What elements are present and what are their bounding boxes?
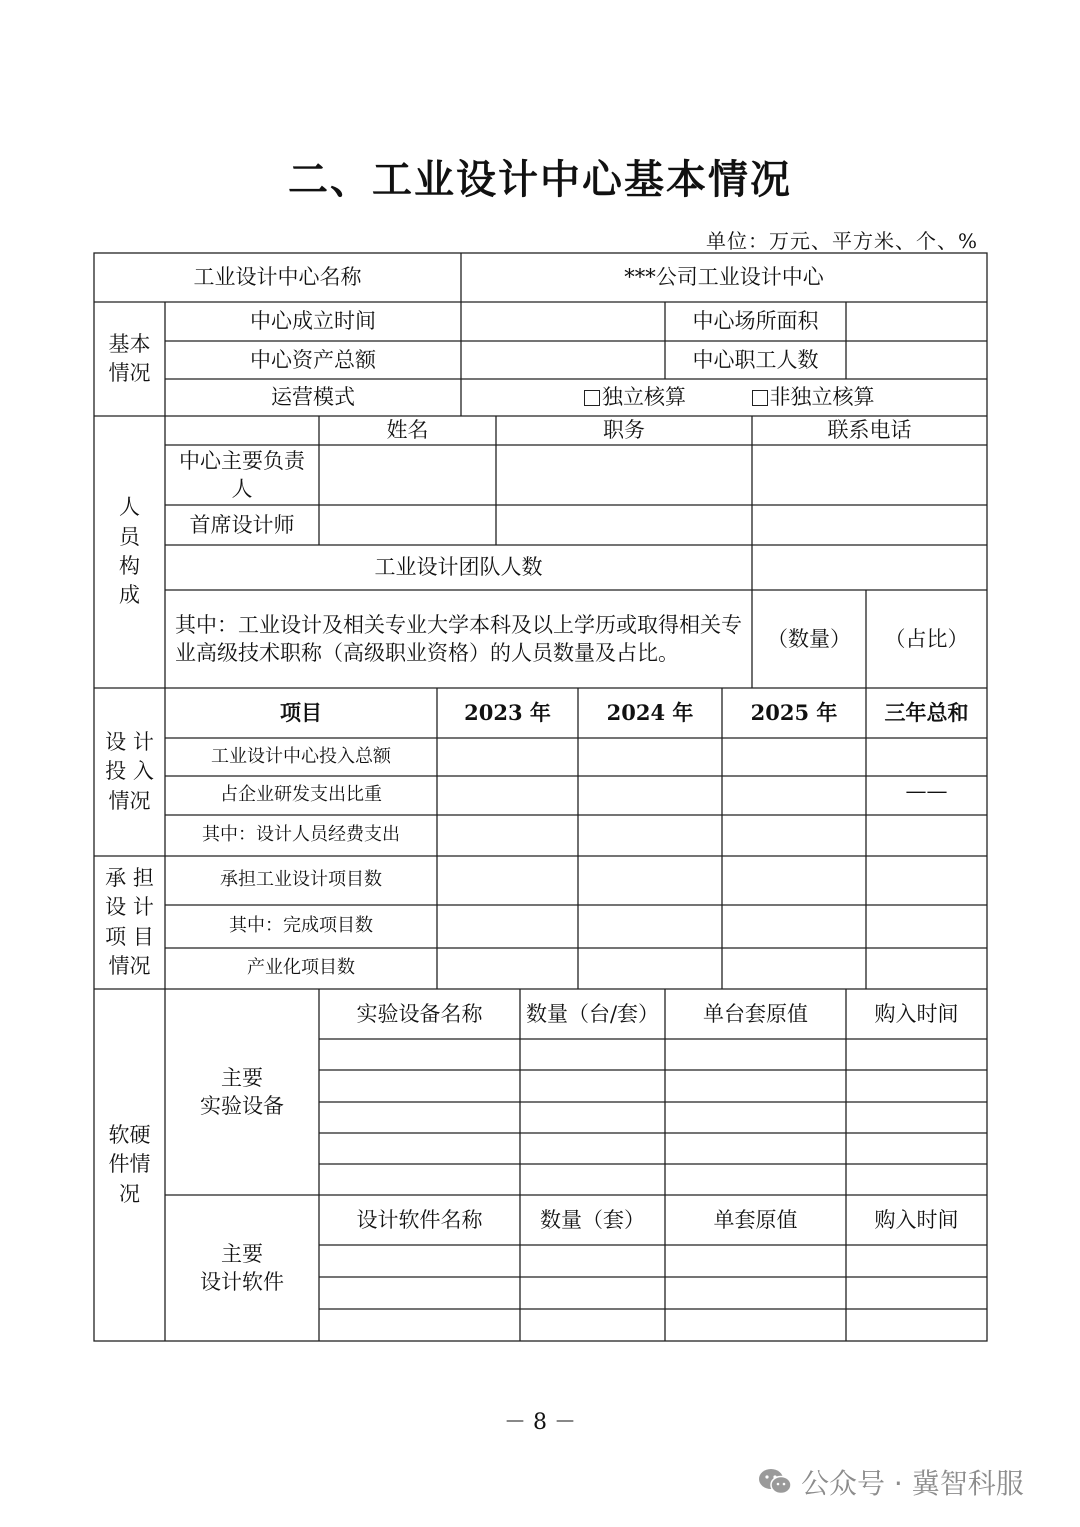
qualification-label: 其中：工业设计及相关专业大学本科及以上学历或取得相关专业高级技术职称（高级职业资格）的人员数量及占比。 — [175, 612, 742, 665]
assets-label: 中心资产总额 — [250, 347, 376, 372]
lab-equipment-label: 主要 实验设备 — [200, 1065, 284, 1118]
watermark-text: 公众号 · 冀智科服 — [801, 1467, 1024, 1500]
head-label: 中心主要负责 人 — [179, 448, 305, 501]
wechat-icon — [757, 1467, 793, 1497]
checkbox-icon — [584, 390, 600, 406]
independent-option-label: 独立核算 — [602, 385, 686, 410]
mode-label: 运营模式 — [271, 385, 355, 410]
non-independent-option[interactable] — [738, 379, 888, 416]
industrialized-projects-label: 产业化项目数 — [247, 957, 355, 979]
name-header: 姓名 — [386, 418, 429, 443]
center-name-value: ***公司工业设计中心 — [624, 265, 824, 290]
software-time-header: 购入时间 — [874, 1207, 959, 1232]
qualification-ratio: （占比） — [884, 626, 969, 651]
team-size-label: 工业设计团队人数 — [374, 555, 543, 580]
year-2024-header: 2024 年 — [606, 699, 694, 725]
software-qty-header: 数量（套） — [540, 1207, 645, 1232]
qualification-qty: （数量） — [767, 626, 851, 651]
page-number: － 8 － — [504, 1410, 576, 1435]
lab-name-header: 实验设备名称 — [356, 1001, 483, 1026]
equipment-section-label: 软硬 件情 况 — [108, 1122, 151, 1206]
three-year-total-header: 三年总和 — [884, 699, 969, 725]
independent-option[interactable] — [570, 379, 700, 416]
investment-total-label: 工业设计中心投入总额 — [211, 745, 391, 767]
software-name-header: 设计软件名称 — [356, 1207, 483, 1232]
page-title: 二、工业设计中心基本情况 — [288, 157, 792, 203]
center-name-label: 工业设计中心名称 — [193, 265, 362, 290]
rd-ratio-label: 占企业研发支出比重 — [220, 784, 382, 806]
unit-note: 单位：万元、平方米、个、% — [705, 229, 978, 253]
lab-qty-header: 数量（台/套） — [525, 1001, 660, 1026]
personnel-section-label: 人 员 构 成 — [119, 495, 140, 608]
software-label: 主要 设计软件 — [200, 1241, 284, 1294]
area-label: 中心场所面积 — [692, 309, 819, 334]
investment-section-label: 设 计 投 入 情况 — [105, 729, 154, 813]
founded-label: 中心成立时间 — [250, 309, 376, 334]
projects-section-label: 承 担 设 计 项 目 情况 — [105, 865, 154, 978]
basic-section-label: 基本 情况 — [108, 331, 151, 385]
completed-projects-label: 其中：完成项目数 — [229, 915, 373, 937]
year-2025-header: 2025 年 — [750, 699, 838, 725]
lab-value-header: 单台套原值 — [703, 1001, 808, 1026]
position-header: 职务 — [603, 418, 645, 443]
lab-time-header: 购入时间 — [874, 1001, 959, 1026]
rd-ratio-total-dash: —— — [905, 778, 948, 803]
checkbox-icon — [752, 390, 768, 406]
watermark — [757, 1462, 1024, 1502]
phone-header: 联系电话 — [827, 418, 912, 443]
projects-count-label: 承担工业设计项目数 — [220, 869, 382, 891]
item-header: 项目 — [280, 699, 322, 725]
non-independent-option-label: 非独立核算 — [769, 385, 875, 410]
staff-label: 中心职工人数 — [692, 347, 819, 372]
chief-designer-label: 首席设计师 — [189, 512, 295, 537]
designer-expense-label: 其中：设计人员经费支出 — [202, 824, 400, 846]
year-2023-header: 2023 年 — [464, 699, 551, 725]
software-value-header: 单套原值 — [713, 1207, 798, 1232]
